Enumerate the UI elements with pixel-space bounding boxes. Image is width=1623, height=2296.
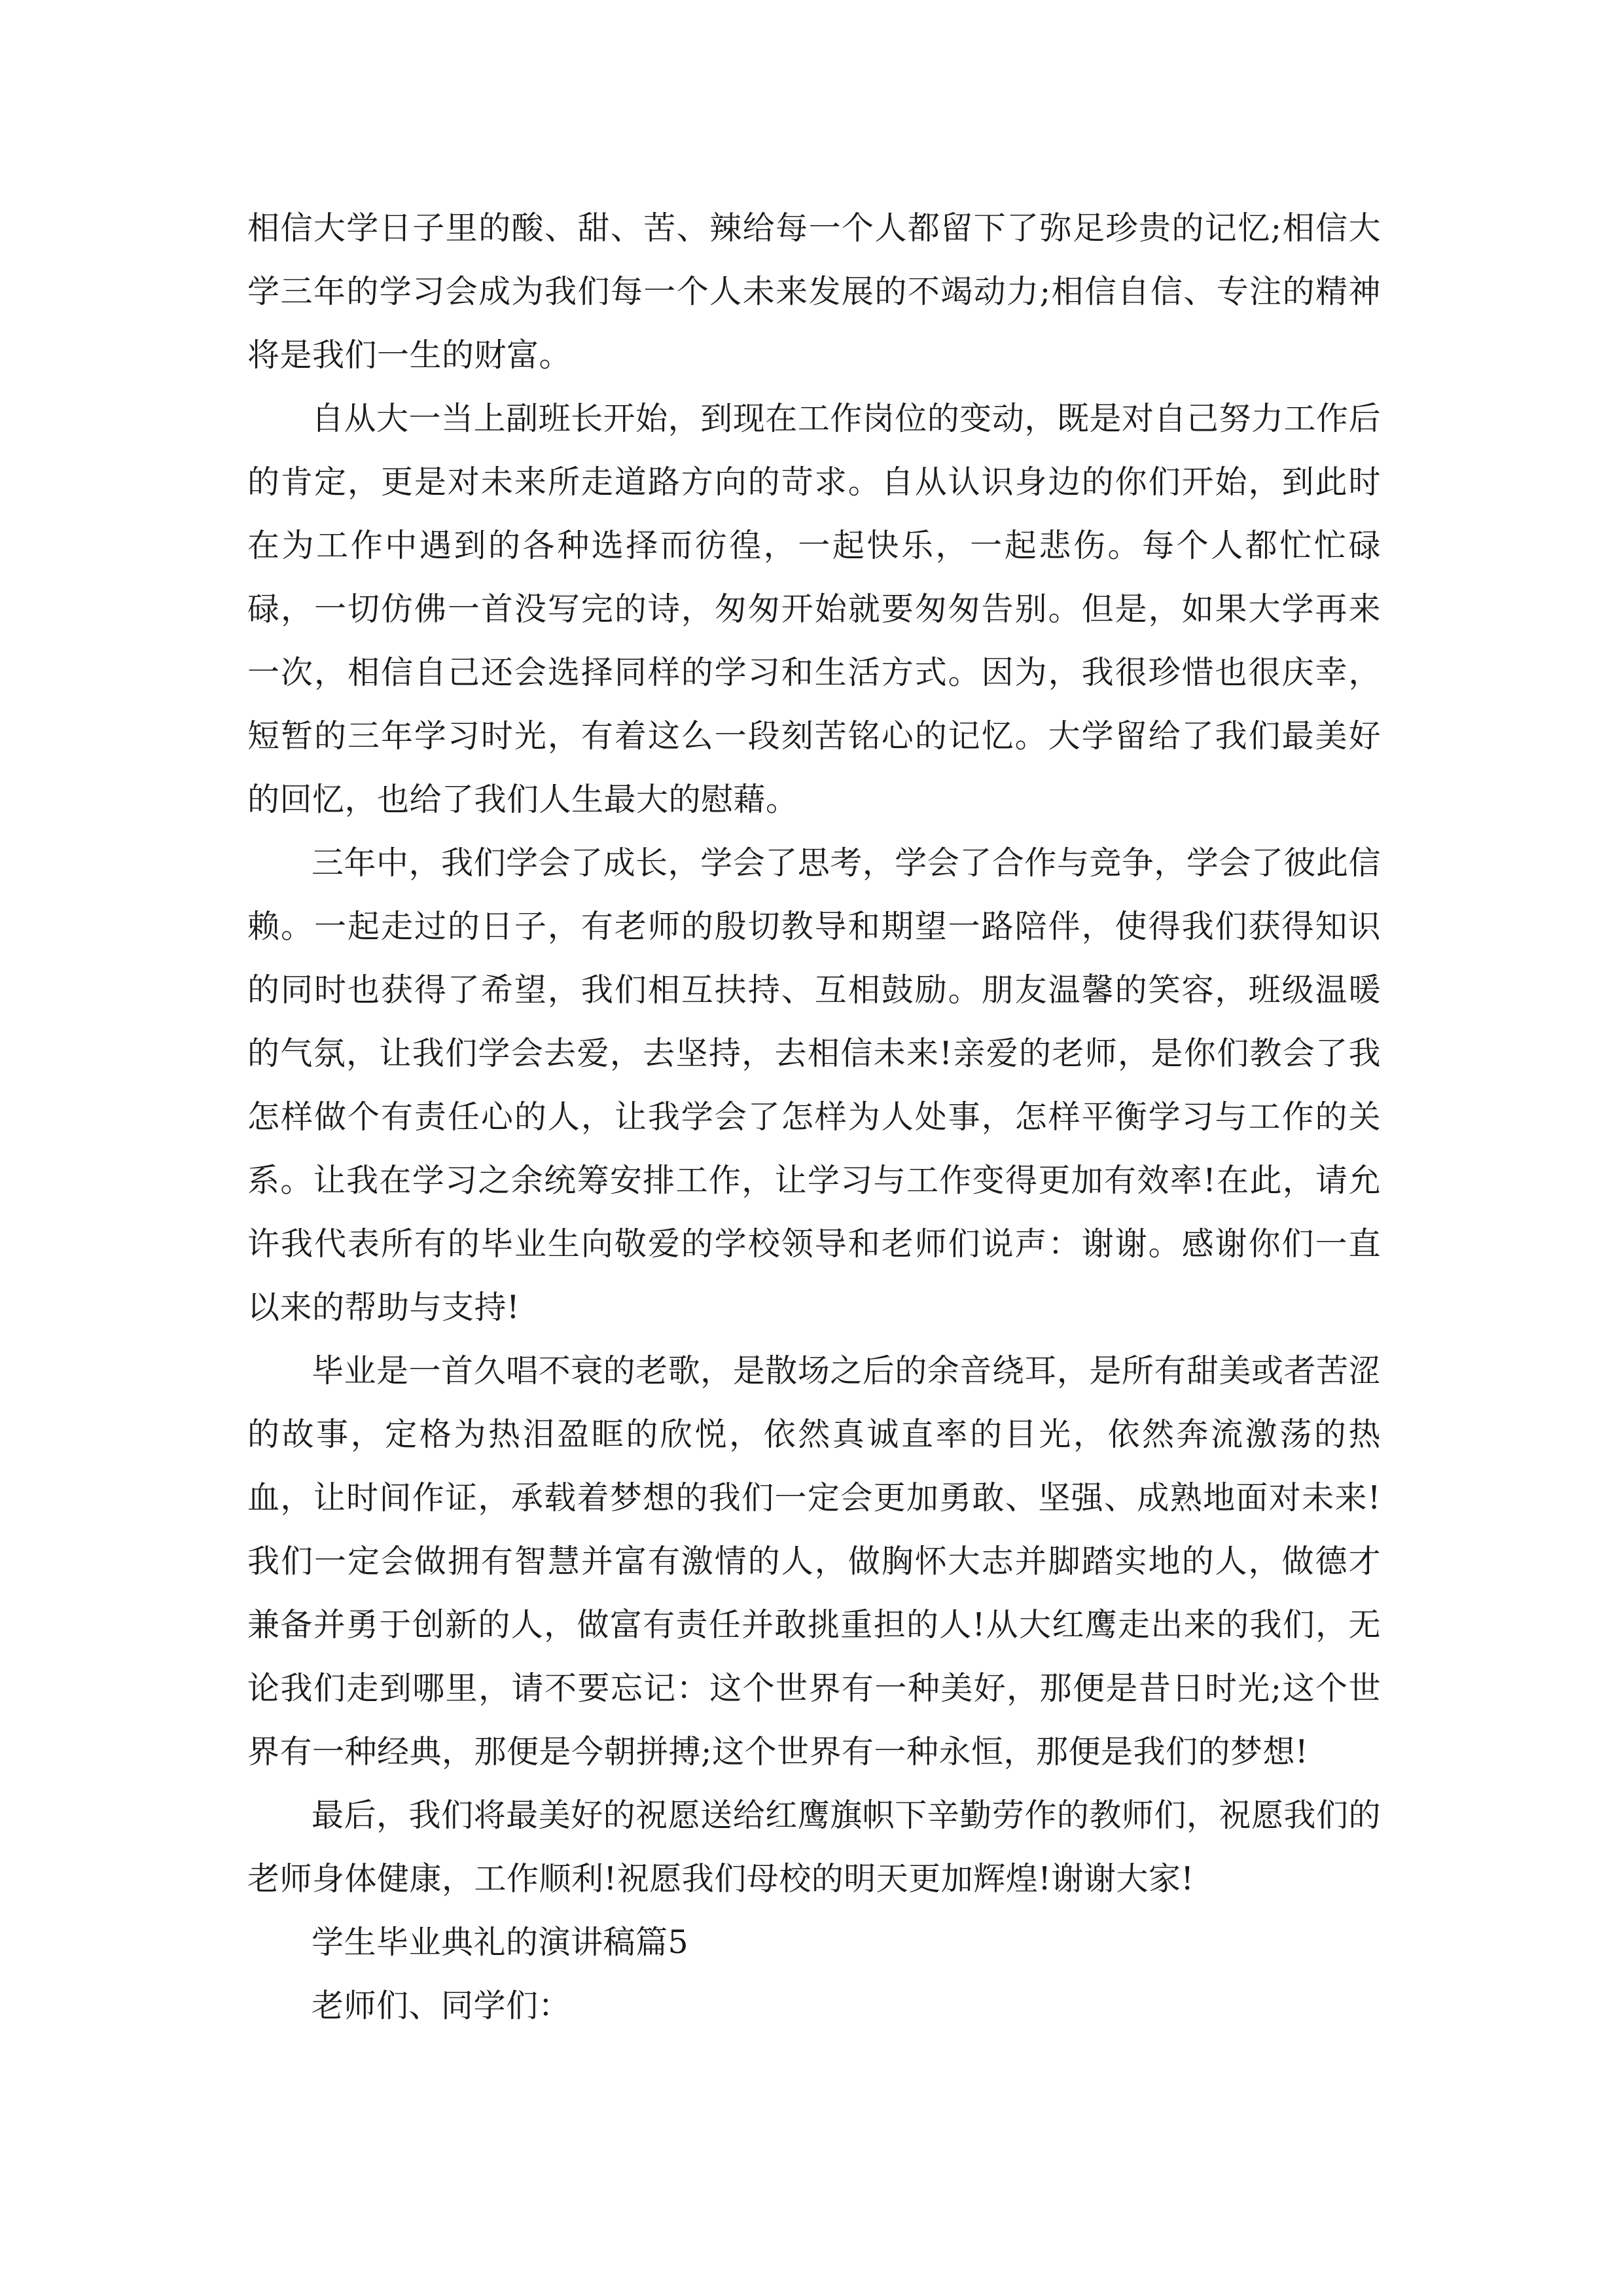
paragraph-1: 相信大学日子里的酸、甜、苦、辣给每一个人都留下了弥足珍贵的记忆;相信大学三年的学习会成为我们每一个人未来发展的不竭动力;相信自信、专注的精神将是我们一生的财富。 [247, 209, 1381, 374]
paragraph-2: 自从大一当上副班长开始，到现在工作岗位的变动，既是对自己努力工作后的肯定，更是对未来所走道路方向的苛求。自从认识身边的你们开始，到此时在为工作中遇到的各种选择而彷徨，一起快乐，一起悲伤。每个人都忙忙碌碌，一切仿佛一首没写完的诗，匆匆开始就要匆匆告别。但是，如果大学再来一次，相信自己还会选择同样的学习和生活方式。因为，我很珍惜也很庆幸，短暂的三年学习时光，有着这么一段刻苦铭心的记忆。大学留给了我们最美好的回忆，也给了我们人生最大的慰藉。 [247, 400, 1381, 818]
paragraph-4: 毕业是一首久唱不衰的老歌，是散场之后的余音绕耳，是所有甜美或者苦涩的故事，定格为热泪盈眶的欣悦，依然真诚直率的目光，依然奔流激荡的热血，让时间作证，承载着梦想的我们一定会更加勇敢、坚强、成熟地面对未来!我们一定会做拥有智慧并富有激情的人，做胸怀大志并脚踏实地的人，做德才兼备并勇于创新的人，做富有责任并敢挑重担的人!从大红鹰走出来的我们，无论我们走到哪里，请不要忘记：这个世界有一种美好，那便是昔日时光;这个世界有一种经典，那便是今朝拼搏;这个世界有一种永恒，那便是我们的梦想! [247, 1352, 1381, 1770]
document-body [247, 196, 1381, 2037]
paragraph-5: 最后，我们将最美好的祝愿送给红鹰旗帜下辛勤劳作的教师们，祝愿我们的老师身体健康，工作顺利!祝愿我们母校的明天更加辉煌!谢谢大家! [247, 1797, 1381, 1897]
salutation: 老师们、同学们： [312, 1987, 571, 2024]
paragraph-3: 三年中，我们学会了成长，学会了思考，学会了合作与竞争，学会了彼此信赖。一起走过的日子，有老师的殷切教导和期望一路陪伴，使得我们获得知识的同时也获得了希望，我们相互扶持、互相鼓励。朋友温馨的笑容，班级温暖的气氛，让我们学会去爱，去坚持，去相信未来!亲爱的老师，是你们教会了我怎样做个有责任心的人，让我学会了怎样为人处事，怎样平衡学习与工作的关系。让我在学习之余统筹安排工作，让学习与工作变得更加有效率!在此，请允许我代表所有的毕业生向敬爱的学校领导和老师们说声：谢谢。感谢你们一直以来的帮助与支持! [247, 844, 1381, 1326]
section-title: 学生毕业典礼的演讲稿篇5 [312, 1924, 689, 1961]
